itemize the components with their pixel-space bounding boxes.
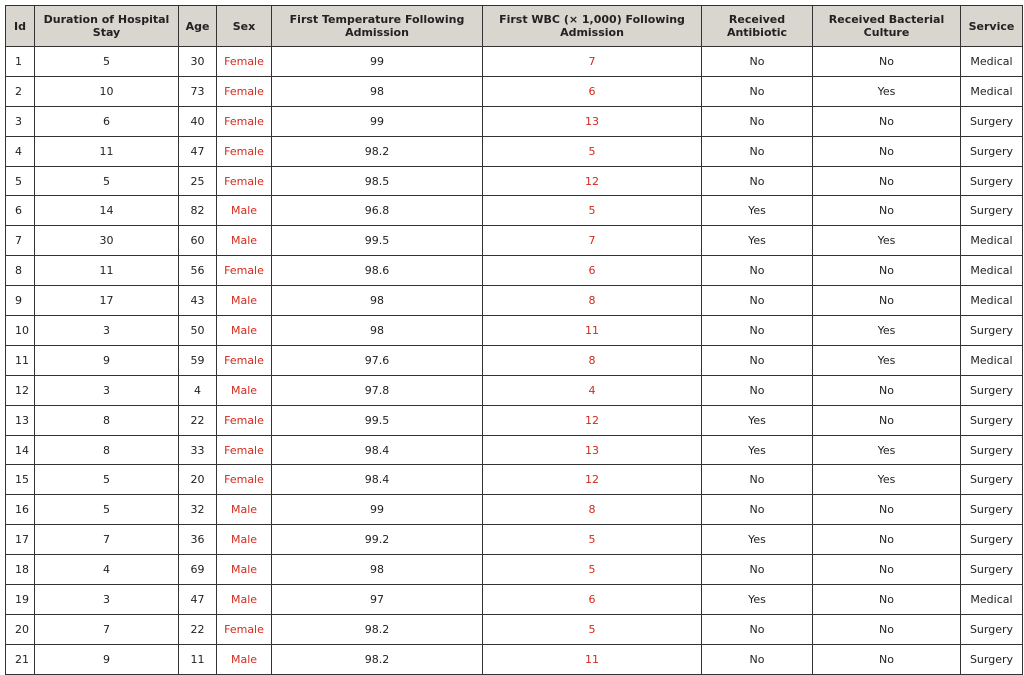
cell-temperature: 98.6 xyxy=(272,256,483,286)
cell-temperature: 98.5 xyxy=(272,166,483,196)
cell-wbc: 11 xyxy=(483,644,702,674)
cell-age: 56 xyxy=(179,256,217,286)
cell-duration: 5 xyxy=(35,465,179,495)
table-row xyxy=(6,525,1023,555)
cell-id: 10 xyxy=(6,316,35,346)
cell-antibiotic: Yes xyxy=(702,405,813,435)
cell-sex: Female xyxy=(217,47,272,77)
cell-wbc: 6 xyxy=(483,256,702,286)
cell-sex: Female xyxy=(217,435,272,465)
cell-id: 7 xyxy=(6,226,35,256)
cell-id: 8 xyxy=(6,256,35,286)
table-row xyxy=(6,196,1023,226)
cell-id: 21 xyxy=(6,644,35,674)
cell-service: Medical xyxy=(961,585,1023,615)
cell-culture: No xyxy=(813,47,961,77)
cell-wbc: 11 xyxy=(483,316,702,346)
table-row xyxy=(6,136,1023,166)
table-row xyxy=(6,644,1023,674)
cell-antibiotic: No xyxy=(702,614,813,644)
header-age: Age xyxy=(179,6,217,47)
cell-temperature: 98 xyxy=(272,316,483,346)
cell-wbc: 5 xyxy=(483,614,702,644)
cell-antibiotic: No xyxy=(702,286,813,316)
cell-sex: Male xyxy=(217,525,272,555)
cell-age: 22 xyxy=(179,614,217,644)
cell-id: 12 xyxy=(6,375,35,405)
table-row xyxy=(6,345,1023,375)
cell-duration: 5 xyxy=(35,495,179,525)
cell-age: 43 xyxy=(179,286,217,316)
cell-id: 16 xyxy=(6,495,35,525)
cell-age: 60 xyxy=(179,226,217,256)
cell-temperature: 97.6 xyxy=(272,345,483,375)
table-row xyxy=(6,435,1023,465)
cell-antibiotic: Yes xyxy=(702,226,813,256)
cell-antibiotic: No xyxy=(702,644,813,674)
cell-antibiotic: Yes xyxy=(702,196,813,226)
cell-antibiotic: No xyxy=(702,166,813,196)
cell-sex: Female xyxy=(217,76,272,106)
cell-culture: No xyxy=(813,585,961,615)
cell-id: 4 xyxy=(6,136,35,166)
cell-age: 73 xyxy=(179,76,217,106)
cell-id: 17 xyxy=(6,525,35,555)
cell-id: 13 xyxy=(6,405,35,435)
cell-duration: 11 xyxy=(35,136,179,166)
cell-age: 50 xyxy=(179,316,217,346)
cell-wbc: 7 xyxy=(483,226,702,256)
cell-culture: No xyxy=(813,166,961,196)
cell-service: Surgery xyxy=(961,196,1023,226)
cell-sex: Female xyxy=(217,405,272,435)
cell-wbc: 5 xyxy=(483,555,702,585)
cell-age: 47 xyxy=(179,585,217,615)
cell-temperature: 99.2 xyxy=(272,525,483,555)
cell-service: Medical xyxy=(961,345,1023,375)
cell-duration: 7 xyxy=(35,525,179,555)
table-row xyxy=(6,76,1023,106)
cell-duration: 9 xyxy=(35,345,179,375)
table-row xyxy=(6,316,1023,346)
cell-antibiotic: No xyxy=(702,375,813,405)
cell-culture: No xyxy=(813,196,961,226)
cell-temperature: 96.8 xyxy=(272,196,483,226)
cell-service: Surgery xyxy=(961,405,1023,435)
cell-wbc: 13 xyxy=(483,435,702,465)
header-temperature: First Temperature Following Admission xyxy=(272,6,483,47)
cell-age: 59 xyxy=(179,345,217,375)
cell-culture: No xyxy=(813,644,961,674)
cell-age: 25 xyxy=(179,166,217,196)
table-row xyxy=(6,286,1023,316)
cell-id: 14 xyxy=(6,435,35,465)
cell-sex: Male xyxy=(217,644,272,674)
cell-age: 82 xyxy=(179,196,217,226)
cell-service: Surgery xyxy=(961,644,1023,674)
cell-sex: Male xyxy=(217,316,272,346)
cell-culture: No xyxy=(813,405,961,435)
cell-temperature: 98.4 xyxy=(272,465,483,495)
cell-culture: No xyxy=(813,106,961,136)
cell-id: 9 xyxy=(6,286,35,316)
cell-sex: Female xyxy=(217,345,272,375)
cell-service: Surgery xyxy=(961,166,1023,196)
hospital-data-table xyxy=(5,5,1023,675)
cell-temperature: 98 xyxy=(272,76,483,106)
cell-duration: 7 xyxy=(35,614,179,644)
cell-age: 32 xyxy=(179,495,217,525)
header-antibiotic: Received Antibiotic xyxy=(702,6,813,47)
cell-age: 22 xyxy=(179,405,217,435)
cell-service: Surgery xyxy=(961,465,1023,495)
cell-antibiotic: No xyxy=(702,345,813,375)
table-row xyxy=(6,47,1023,77)
cell-age: 40 xyxy=(179,106,217,136)
table-row xyxy=(6,465,1023,495)
cell-temperature: 99.5 xyxy=(272,405,483,435)
cell-id: 5 xyxy=(6,166,35,196)
cell-age: 20 xyxy=(179,465,217,495)
cell-wbc: 5 xyxy=(483,196,702,226)
cell-service: Surgery xyxy=(961,435,1023,465)
cell-sex: Male xyxy=(217,495,272,525)
cell-temperature: 99 xyxy=(272,495,483,525)
cell-sex: Female xyxy=(217,106,272,136)
cell-wbc: 13 xyxy=(483,106,702,136)
cell-antibiotic: Yes xyxy=(702,435,813,465)
cell-wbc: 12 xyxy=(483,166,702,196)
cell-duration: 6 xyxy=(35,106,179,136)
cell-service: Surgery xyxy=(961,375,1023,405)
cell-sex: Female xyxy=(217,166,272,196)
cell-id: 6 xyxy=(6,196,35,226)
cell-temperature: 98.4 xyxy=(272,435,483,465)
table-row xyxy=(6,106,1023,136)
cell-culture: Yes xyxy=(813,345,961,375)
cell-wbc: 8 xyxy=(483,286,702,316)
cell-wbc: 5 xyxy=(483,525,702,555)
header-culture: Received Bacterial Culture xyxy=(813,6,961,47)
cell-sex: Male xyxy=(217,585,272,615)
cell-duration: 5 xyxy=(35,166,179,196)
cell-duration: 10 xyxy=(35,76,179,106)
cell-culture: Yes xyxy=(813,465,961,495)
cell-age: 69 xyxy=(179,555,217,585)
cell-antibiotic: No xyxy=(702,465,813,495)
cell-duration: 11 xyxy=(35,256,179,286)
cell-culture: Yes xyxy=(813,316,961,346)
cell-id: 20 xyxy=(6,614,35,644)
cell-temperature: 98.2 xyxy=(272,644,483,674)
cell-id: 3 xyxy=(6,106,35,136)
cell-sex: Male xyxy=(217,196,272,226)
cell-culture: No xyxy=(813,136,961,166)
cell-culture: Yes xyxy=(813,226,961,256)
cell-service: Surgery xyxy=(961,525,1023,555)
table-row xyxy=(6,166,1023,196)
cell-duration: 5 xyxy=(35,47,179,77)
cell-sex: Male xyxy=(217,226,272,256)
cell-temperature: 97.8 xyxy=(272,375,483,405)
cell-wbc: 8 xyxy=(483,345,702,375)
cell-temperature: 99 xyxy=(272,106,483,136)
cell-culture: No xyxy=(813,614,961,644)
cell-temperature: 99.5 xyxy=(272,226,483,256)
header-row xyxy=(6,6,1023,47)
header-service: Service xyxy=(961,6,1023,47)
cell-age: 11 xyxy=(179,644,217,674)
cell-age: 4 xyxy=(179,375,217,405)
cell-sex: Female xyxy=(217,614,272,644)
cell-temperature: 98 xyxy=(272,286,483,316)
cell-culture: No xyxy=(813,256,961,286)
cell-sex: Female xyxy=(217,136,272,166)
cell-antibiotic: No xyxy=(702,106,813,136)
cell-service: Surgery xyxy=(961,614,1023,644)
header-sex: Sex xyxy=(217,6,272,47)
cell-id: 11 xyxy=(6,345,35,375)
cell-sex: Male xyxy=(217,375,272,405)
cell-wbc: 12 xyxy=(483,405,702,435)
cell-wbc: 12 xyxy=(483,465,702,495)
cell-wbc: 7 xyxy=(483,47,702,77)
cell-sex: Female xyxy=(217,465,272,495)
cell-duration: 3 xyxy=(35,316,179,346)
cell-temperature: 98.2 xyxy=(272,614,483,644)
cell-duration: 3 xyxy=(35,585,179,615)
cell-duration: 4 xyxy=(35,555,179,585)
cell-id: 19 xyxy=(6,585,35,615)
cell-sex: Male xyxy=(217,286,272,316)
cell-age: 36 xyxy=(179,525,217,555)
cell-temperature: 99 xyxy=(272,47,483,77)
cell-antibiotic: Yes xyxy=(702,585,813,615)
cell-duration: 3 xyxy=(35,375,179,405)
cell-duration: 9 xyxy=(35,644,179,674)
cell-culture: Yes xyxy=(813,76,961,106)
cell-service: Medical xyxy=(961,47,1023,77)
cell-antibiotic: No xyxy=(702,555,813,585)
table-body xyxy=(6,47,1023,675)
cell-antibiotic: No xyxy=(702,76,813,106)
cell-service: Medical xyxy=(961,286,1023,316)
table-row xyxy=(6,555,1023,585)
cell-temperature: 98.2 xyxy=(272,136,483,166)
cell-culture: No xyxy=(813,495,961,525)
cell-wbc: 5 xyxy=(483,136,702,166)
cell-id: 15 xyxy=(6,465,35,495)
cell-antibiotic: Yes xyxy=(702,525,813,555)
table-row xyxy=(6,585,1023,615)
cell-duration: 8 xyxy=(35,435,179,465)
table-row xyxy=(6,256,1023,286)
cell-service: Medical xyxy=(961,256,1023,286)
cell-antibiotic: No xyxy=(702,136,813,166)
cell-antibiotic: No xyxy=(702,495,813,525)
cell-service: Surgery xyxy=(961,555,1023,585)
cell-wbc: 4 xyxy=(483,375,702,405)
header-duration: Duration of Hospital Stay xyxy=(35,6,179,47)
cell-id: 2 xyxy=(6,76,35,106)
cell-antibiotic: No xyxy=(702,47,813,77)
cell-culture: No xyxy=(813,375,961,405)
cell-age: 33 xyxy=(179,435,217,465)
header-wbc: First WBC (× 1,000) Following Admission xyxy=(483,6,702,47)
cell-culture: No xyxy=(813,525,961,555)
cell-duration: 17 xyxy=(35,286,179,316)
header-id: Id xyxy=(6,6,35,47)
cell-wbc: 8 xyxy=(483,495,702,525)
cell-sex: Female xyxy=(217,256,272,286)
cell-age: 47 xyxy=(179,136,217,166)
table-row xyxy=(6,614,1023,644)
cell-service: Surgery xyxy=(961,495,1023,525)
cell-wbc: 6 xyxy=(483,76,702,106)
cell-id: 18 xyxy=(6,555,35,585)
cell-duration: 14 xyxy=(35,196,179,226)
cell-wbc: 6 xyxy=(483,585,702,615)
table-row xyxy=(6,375,1023,405)
cell-temperature: 97 xyxy=(272,585,483,615)
table-row xyxy=(6,495,1023,525)
cell-service: Surgery xyxy=(961,316,1023,346)
cell-antibiotic: No xyxy=(702,256,813,286)
cell-service: Surgery xyxy=(961,136,1023,166)
table-row xyxy=(6,226,1023,256)
cell-service: Medical xyxy=(961,226,1023,256)
cell-sex: Male xyxy=(217,555,272,585)
cell-service: Surgery xyxy=(961,106,1023,136)
cell-culture: Yes xyxy=(813,435,961,465)
cell-culture: No xyxy=(813,286,961,316)
cell-service: Medical xyxy=(961,76,1023,106)
cell-duration: 30 xyxy=(35,226,179,256)
cell-antibiotic: No xyxy=(702,316,813,346)
cell-temperature: 98 xyxy=(272,555,483,585)
cell-duration: 8 xyxy=(35,405,179,435)
cell-culture: No xyxy=(813,555,961,585)
table-row xyxy=(6,405,1023,435)
cell-age: 30 xyxy=(179,47,217,77)
cell-id: 1 xyxy=(6,47,35,77)
